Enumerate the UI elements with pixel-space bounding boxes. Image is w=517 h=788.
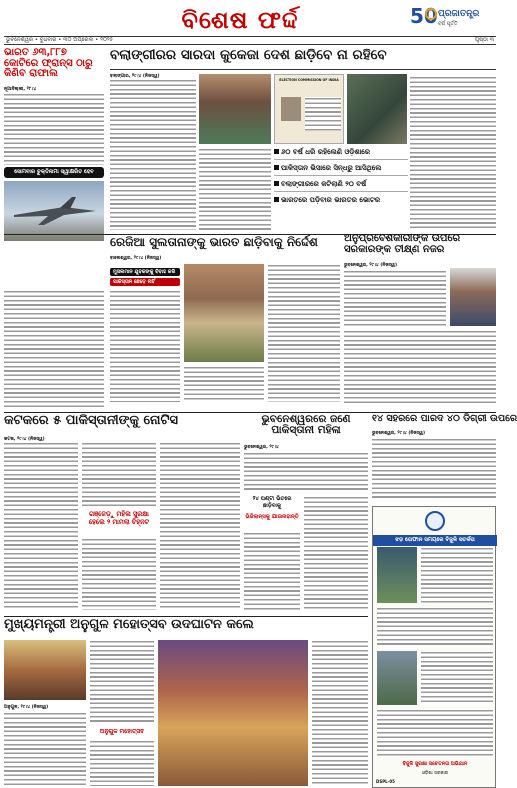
fighter-jet-icon (4, 181, 104, 241)
publication-logo (410, 4, 498, 34)
cuttack-headline: କଟକରେ ୫ ପାକିସ୍ତାନୀଙ୍କୁ ନୋଟିସ (4, 413, 178, 428)
bullet-item: ୬୦ ବର୍ଷ ଧରି ରହିଲେଣି ଓଡ଼ିଶାରେ (274, 148, 408, 160)
bbsr-callout-1: ୨୪ ଘଣ୍ଟା ଭିତରେ ଛାଡ଼ିବାକୁ (252, 496, 292, 509)
anuprabesh-body-1 (344, 270, 446, 326)
woman-photo (199, 74, 271, 144)
bbsr-body-2 (244, 532, 300, 610)
logo-number: 50 (410, 4, 438, 28)
story-reja (110, 230, 340, 410)
reja-byline: ବାଲେଶ୍ୱର, ୨୯।୪ (ନିଜସ୍ୱ) (110, 256, 162, 261)
dateline-bar (4, 36, 496, 45)
advisory-text-4 (377, 709, 493, 757)
cuttack-body-2 (82, 442, 156, 506)
bbsr-body-1 (244, 452, 368, 492)
bbsr-callout-2: ଭିଜିଲାନ୍ସକୁ ଯାଉନାହାନ୍ତି (245, 514, 299, 520)
cuttack-body-3 (82, 538, 156, 610)
crowd-photo (158, 640, 308, 786)
cm-callout: ଅନୁଗୁଳ ମହୋତ୍ସବ (99, 728, 145, 735)
cuttack-body-4 (160, 442, 240, 610)
cuttack-body-1 (4, 442, 78, 610)
advisory-dept: ଓଡ଼ିଶା ସରକାର (421, 771, 449, 776)
sarada-bullets (274, 148, 408, 211)
sarada-byline: ବଲାଙ୍ଗୀର, ୨୯।୪ (ନିଜସ୍ୱ) (110, 74, 160, 79)
story-cuttack (4, 414, 240, 614)
rafale-badge: ସୋମବାର ଚୁକ୍ତିନାମା ସ୍ୱାକ୍ଷରିତ ହେବ (4, 167, 104, 178)
bullet-square-icon (274, 165, 279, 170)
story-anuprabesh (344, 234, 496, 410)
bullet-square-icon (274, 181, 279, 186)
story-rafale (4, 48, 104, 288)
bullet-item: ପାକିସ୍ତାନ ଭିସାରେ ସିନ୍ଧରୁ ଆସିଥିଲେ (274, 164, 408, 176)
bbsr-body-3 (304, 496, 368, 610)
cm-byline: ଅନୁଗୁଳ, ୨୯।୪ (ନିଜସ୍ୱ) (4, 705, 49, 710)
logo-subtext: ବର୍ଷ ପୂର୍ତ୍ତି (438, 21, 458, 27)
story-cm (4, 618, 368, 788)
reja-body-3 (268, 264, 340, 402)
advisory-emblem-icon (425, 511, 445, 531)
cm-body-1 (4, 712, 86, 786)
bbsr-headline: ଭୁବନେଶ୍ୱରରେ ଜଣେ ପାକିସ୍ତାନୀ ମହିଳା (261, 413, 351, 437)
reja-body-2 (184, 366, 264, 402)
bbsr-byline: ଭୁବନେଶ୍ୱର, ୨୯।୪ (244, 445, 279, 450)
bullet-square-icon (274, 197, 279, 202)
reja-sub-2: ପାକିସ୍ତାନ ଛେଡ଼େ ନାହିଁ (110, 278, 180, 286)
document-caption: ELECTION COMMISSION OF INDIA (279, 78, 339, 82)
anuprabesh-body-2 (344, 330, 496, 406)
official-photo (450, 268, 496, 326)
lightning-illustration-1 (377, 547, 417, 603)
heat-byline: ଭୁବନେଶ୍ୱର, ୨୯।୪ (ନିଜସ୍ୱ) (372, 431, 426, 436)
rafale-body-2 (4, 290, 104, 408)
fighter-jet-photo (4, 181, 104, 241)
advisory-footer: ବିଜୁଳି ସୁରକ୍ଷା ସଚେତନତା ଅଭିଯାନ (402, 761, 468, 767)
story-sarada (110, 48, 496, 232)
lightning-illustration-2 (377, 651, 417, 705)
masthead (0, 0, 500, 46)
reja-headline: ରେଜିଆ ସୁଲତାନାଙ୍କୁ ଭାରତ ଛାଡ଼ିବାକୁ ନିର୍ଦ୍ଦେଶ (110, 235, 318, 249)
reja-sub-1: ମୁସଲମାନ ଯୁବକଙ୍କୁ ବିବାହ କରି (110, 268, 180, 276)
cm-headline: ମୁଖ୍ୟମନ୍ତ୍ରୀ ଅନୁଗୁଳ ମହୋତ୍ସବ ଉଦଘାଟନ କଲେ (4, 617, 254, 632)
rafale-headline: ଭାରତ ୬୩,୮୮୭ କୋଟିରେ ଫ୍ରାନ୍ସ ଠାରୁ କିଣିବ ରାଫାଲ (4, 47, 93, 79)
heat-headline: ୧୪ ସହରରେ ପାରଦ ୪୦ ଡିଗ୍ରୀ ଉପରେ (372, 413, 517, 424)
anuprabesh-headline: ଅନୁପ୍ରବେଶକାରୀଙ୍କ ଉପରେ ସରକାରଙ୍କ ତୀକ୍ଷ୍ଣ ନଜର (344, 233, 461, 255)
anuprabesh-byline: ଭୁବନେଶ୍ୱର, ୨୯।୪ (ନିଜସ୍ୱ) (344, 263, 398, 268)
logo-ring-icon (425, 8, 437, 20)
story-bbsr (244, 414, 368, 614)
cm-event-photo (4, 640, 86, 700)
masthead-title: ବିଶେଷ ଫର୍ଦ୍ଦ (181, 6, 299, 34)
advisory-title: ଝଡ଼ ତୋଫାନ ସମୟରେ ବିଜୁଳି ସତର୍କତା (373, 535, 497, 546)
page-number: ପୃଷ୍ଠା ୩ (474, 37, 494, 43)
advisory-code: DSPL-05 (376, 779, 395, 784)
advisory-text-1 (421, 547, 493, 603)
cm-body-3 (90, 740, 154, 786)
sarada-headline: ବଲାଙ୍ଗୀରର ସାରଦା କୁକେଜା ଦେଶ ଛାଡ଼ିବେ ନା ରହିବେ (110, 48, 496, 70)
rafale-body-1 (4, 93, 104, 165)
bullet-item: ବଲାଙ୍ଗୀରରେ କଟିଲାଣି ୨୦ ବର୍ଷ (274, 180, 408, 192)
voter-id-document (274, 74, 344, 144)
rafale-byline: ନୂଆଦିଲ୍ଲୀ, ୨୮।୪ (4, 87, 37, 92)
document-photo (281, 97, 301, 121)
cuttack-callout: ଗଞ୍ଜେଡ଼ୁ ମହିଳା ସୁରକ୍ଷା ହେଲେ ୨ ମାମଲା ଚିହ୍ନଟ (88, 510, 150, 526)
reja-photo (184, 264, 264, 362)
lightning-advisory (372, 506, 496, 788)
bullet-square-icon (274, 149, 279, 154)
passport-photo (347, 74, 407, 144)
reja-body-1 (110, 290, 180, 402)
dateline: ଭୁବନେଶ୍ୱର • ବୁଧବାର • ୩୦ ଅପ୍ରେଲ • ୨୦୨୫ (6, 37, 114, 43)
advisory-text-2 (377, 607, 493, 647)
cuttack-byline: କଟକ, ୨୯।୪ (ନିଜସ୍ୱ) (4, 437, 45, 442)
document-text (305, 97, 341, 131)
heat-body (372, 438, 496, 500)
sarada-body-right (410, 76, 496, 230)
story-heat (372, 413, 517, 504)
sarada-body-mid (199, 148, 271, 230)
bullet-item: ଭାରତରେ ପଡ଼ିବାର ଭାରତର ଭୋଟର (274, 196, 408, 207)
sarada-body-left (110, 79, 196, 230)
advisory-text-3 (421, 651, 493, 705)
cm-body-2 (90, 640, 154, 724)
cm-body-4 (312, 640, 368, 786)
logo-text: ପ୍ରଜାତନ୍ତ୍ର (438, 9, 480, 19)
